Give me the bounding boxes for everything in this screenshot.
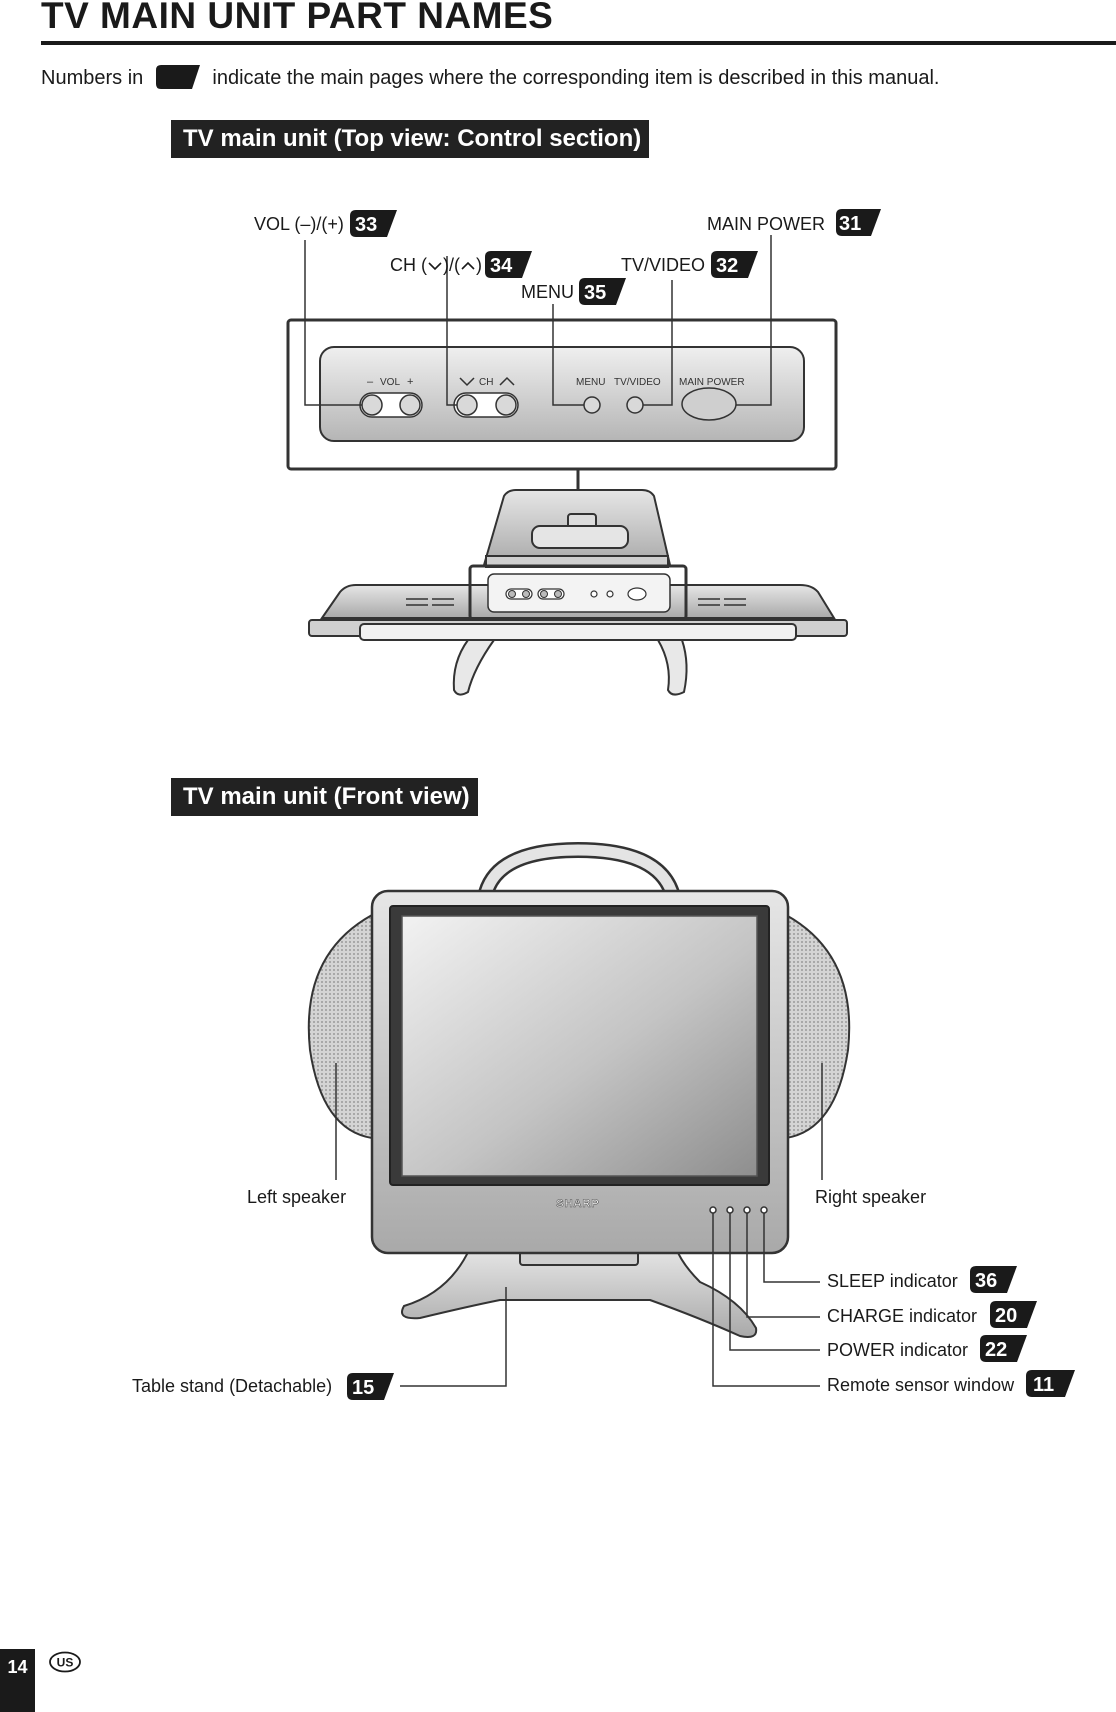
region-badge-icon: [48, 1651, 82, 1673]
charge-indicator-label: CHARGE indicator: [827, 1306, 978, 1326]
charge-indicator: [744, 1207, 750, 1213]
left-speaker: [309, 915, 372, 1138]
mainpower-callout-label: MAIN POWER: [707, 214, 826, 234]
vol-callout-label: VOL (–)/(+): [254, 214, 344, 234]
badge-menu: 35: [584, 282, 607, 304]
ch-label-post: ): [476, 255, 482, 275]
remote-sensor-label: Remote sensor window: [827, 1375, 1015, 1395]
badge-stand: 15: [352, 1377, 375, 1399]
badge-sleep: 36: [975, 1270, 998, 1292]
right-speaker: [786, 915, 849, 1138]
sleep-indicator: [761, 1207, 767, 1213]
panel-vol-plus: +: [407, 376, 414, 388]
tvvideo-button: [627, 397, 643, 413]
badge-power: 22: [985, 1339, 1008, 1361]
panel-mainpower-text: MAIN POWER: [679, 377, 745, 388]
sleep-indicator-label: SLEEP indicator: [827, 1271, 958, 1291]
badge-ch: 34: [490, 255, 513, 277]
ch-down-button: [457, 395, 477, 415]
main-power-button: [682, 388, 736, 420]
ch-up-button: [496, 395, 516, 415]
right-speaker-label: Right speaker: [815, 1187, 927, 1207]
front-view-heading: TV main unit (Front view): [171, 778, 478, 816]
remote-sensor-window: [710, 1207, 716, 1213]
panel-ch-text: CH: [479, 377, 494, 388]
tvvideo-callout-label: TV/VIDEO: [621, 255, 706, 275]
vol-plus-button: [400, 395, 420, 415]
ch-label-mid: )/(: [443, 255, 460, 275]
top-view-heading: TV main unit (Top view: Control section): [171, 120, 649, 158]
ch-up-symbol-icon: [460, 260, 476, 272]
panel-vol-minus: –: [367, 376, 374, 388]
ch-callout-label: [390, 254, 482, 276]
vol-minus-button: [362, 395, 382, 415]
left-speaker-label: Left speaker: [247, 1187, 347, 1207]
badge-tvvideo: 32: [716, 255, 739, 277]
power-indicator: [727, 1207, 733, 1213]
panel-tvvideo-text: TV/VIDEO: [614, 377, 661, 388]
panel-vol-text: VOL: [380, 377, 401, 388]
badge-vol: 33: [355, 214, 378, 236]
region-code: US: [56, 1655, 74, 1670]
tv-screen: [402, 916, 757, 1176]
ch-label-pre: CH (: [390, 255, 427, 275]
menu-callout-label: MENU: [521, 282, 574, 302]
table-stand-label: Table stand (Detachable): [132, 1376, 333, 1396]
badge-mainpower: 31: [839, 213, 862, 235]
power-indicator-label: POWER indicator: [827, 1340, 969, 1360]
panel-menu-text: MENU: [576, 377, 606, 388]
intro-before: Numbers in: [41, 67, 144, 89]
badge-remote: 11: [1033, 1374, 1055, 1396]
top-view-tv: [309, 490, 847, 695]
page-title: TV MAIN UNIT PART NAMES: [41, 0, 554, 36]
page-number: 14: [0, 1649, 35, 1712]
brand-logo: SHARP: [556, 1198, 600, 1210]
menu-button: [584, 397, 600, 413]
badge-charge: 20: [995, 1305, 1018, 1327]
intro-after: indicate the main pages where the corresponding item is described in this manual.: [212, 67, 940, 89]
ch-down-symbol-icon: [427, 260, 443, 272]
